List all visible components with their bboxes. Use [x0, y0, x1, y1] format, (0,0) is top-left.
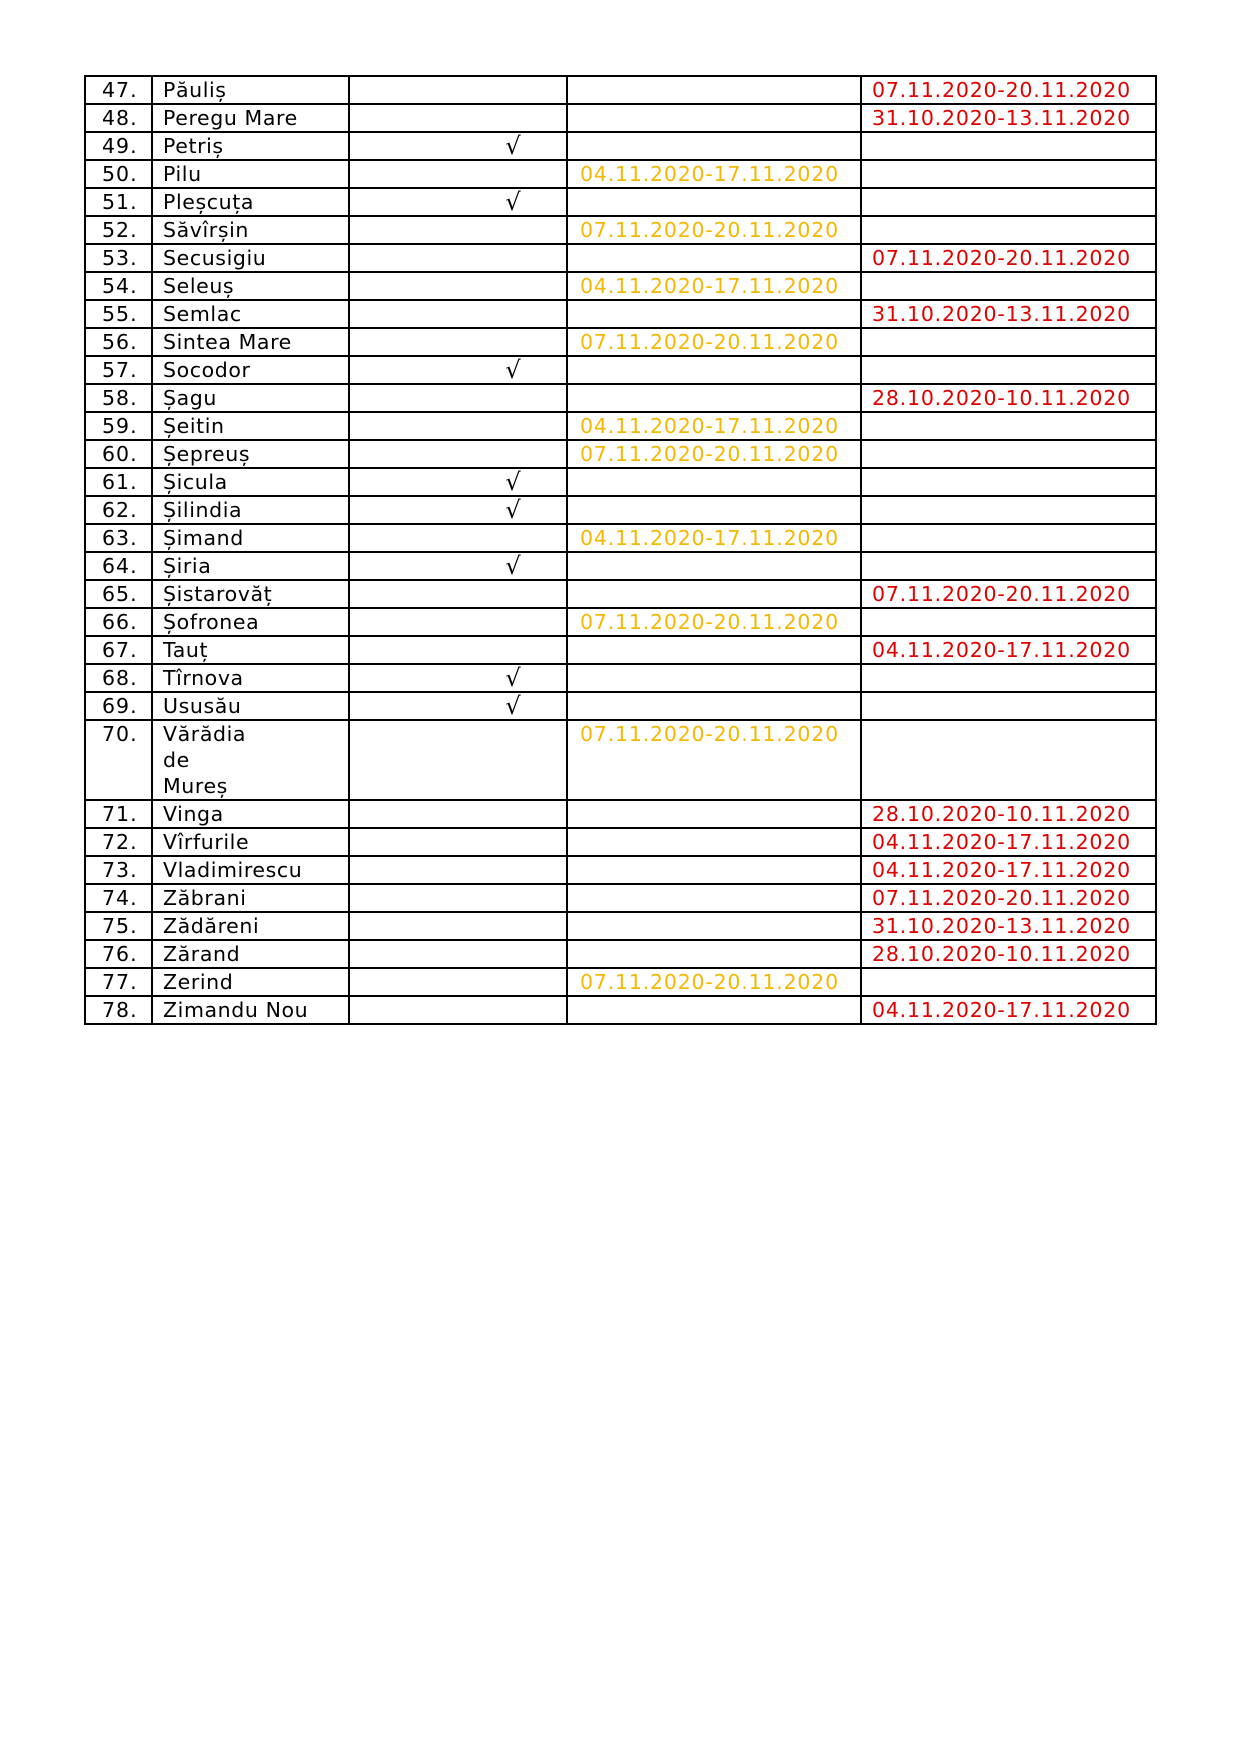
yellow-scenario-period: 07.11.2020-20.11.2020 — [567, 720, 861, 800]
red-scenario-period: 28.10.2020-10.11.2020 — [861, 384, 1156, 412]
yellow-scenario-period — [567, 104, 861, 132]
table-row — [85, 828, 1156, 856]
row-number: 71. — [85, 800, 152, 828]
red-scenario-period: 04.11.2020-17.11.2020 — [861, 636, 1156, 664]
locality-table — [84, 75, 1157, 1025]
row-number: 61. — [85, 468, 152, 496]
red-scenario-period — [861, 160, 1156, 188]
locality-name: Șicula — [152, 468, 349, 496]
red-scenario-period: 07.11.2020-20.11.2020 — [861, 580, 1156, 608]
check-mark — [349, 160, 567, 188]
locality-name: Șimand — [152, 524, 349, 552]
red-scenario-period — [861, 720, 1156, 800]
yellow-scenario-period — [567, 552, 861, 580]
yellow-scenario-period: 04.11.2020-17.11.2020 — [567, 412, 861, 440]
check-mark — [349, 828, 567, 856]
locality-name: Socodor — [152, 356, 349, 384]
check-mark — [349, 524, 567, 552]
check-mark: √ — [349, 468, 567, 496]
table-row — [85, 104, 1156, 132]
table-row — [85, 940, 1156, 968]
locality-name: Săvîrșin — [152, 216, 349, 244]
locality-name: Sintea Mare — [152, 328, 349, 356]
row-number: 75. — [85, 912, 152, 940]
locality-name: Ususău — [152, 692, 349, 720]
yellow-scenario-period — [567, 384, 861, 412]
row-number: 72. — [85, 828, 152, 856]
table-row — [85, 160, 1156, 188]
locality-name: Zimandu Nou — [152, 996, 349, 1024]
red-scenario-period — [861, 440, 1156, 468]
table-row — [85, 496, 1156, 524]
table-row — [85, 856, 1156, 884]
check-mark — [349, 412, 567, 440]
table-row — [85, 356, 1156, 384]
red-scenario-period — [861, 356, 1156, 384]
yellow-scenario-period — [567, 580, 861, 608]
yellow-scenario-period: 07.11.2020-20.11.2020 — [567, 328, 861, 356]
row-number: 63. — [85, 524, 152, 552]
locality-name: Petriș — [152, 132, 349, 160]
red-scenario-period: 07.11.2020-20.11.2020 — [861, 244, 1156, 272]
row-number: 53. — [85, 244, 152, 272]
check-mark — [349, 636, 567, 664]
locality-name: Șilindia — [152, 496, 349, 524]
yellow-scenario-period — [567, 188, 861, 216]
red-scenario-period — [861, 524, 1156, 552]
red-scenario-period: 28.10.2020-10.11.2020 — [861, 800, 1156, 828]
row-number: 50. — [85, 160, 152, 188]
locality-name: Vladimirescu — [152, 856, 349, 884]
table-row — [85, 244, 1156, 272]
table-row — [85, 720, 1156, 800]
row-number: 73. — [85, 856, 152, 884]
yellow-scenario-period — [567, 356, 861, 384]
check-mark — [349, 300, 567, 328]
red-scenario-period — [861, 664, 1156, 692]
table-row — [85, 800, 1156, 828]
red-scenario-period: 28.10.2020-10.11.2020 — [861, 940, 1156, 968]
locality-name: Șiria — [152, 552, 349, 580]
table-row — [85, 272, 1156, 300]
table-body — [85, 76, 1156, 1024]
red-scenario-period — [861, 132, 1156, 160]
red-scenario-period: 31.10.2020-13.11.2020 — [861, 104, 1156, 132]
yellow-scenario-period — [567, 468, 861, 496]
yellow-scenario-period: 07.11.2020-20.11.2020 — [567, 440, 861, 468]
check-mark — [349, 720, 567, 800]
table-row — [85, 300, 1156, 328]
row-number: 58. — [85, 384, 152, 412]
locality-name: Zădăreni — [152, 912, 349, 940]
table-row — [85, 412, 1156, 440]
row-number: 49. — [85, 132, 152, 160]
check-mark — [349, 244, 567, 272]
yellow-scenario-period — [567, 912, 861, 940]
row-number: 64. — [85, 552, 152, 580]
row-number: 48. — [85, 104, 152, 132]
check-mark — [349, 272, 567, 300]
check-mark: √ — [349, 132, 567, 160]
table-row — [85, 468, 1156, 496]
row-number: 52. — [85, 216, 152, 244]
row-number: 67. — [85, 636, 152, 664]
row-number: 66. — [85, 608, 152, 636]
table-row — [85, 188, 1156, 216]
check-mark — [349, 328, 567, 356]
row-number: 57. — [85, 356, 152, 384]
check-mark: √ — [349, 188, 567, 216]
table-row — [85, 552, 1156, 580]
check-mark: √ — [349, 552, 567, 580]
locality-name: Șepreuș — [152, 440, 349, 468]
red-scenario-period: 04.11.2020-17.11.2020 — [861, 996, 1156, 1024]
check-mark — [349, 216, 567, 244]
table-row — [85, 384, 1156, 412]
red-scenario-period — [861, 552, 1156, 580]
row-number: 70. — [85, 720, 152, 800]
locality-name: Zerind — [152, 968, 349, 996]
yellow-scenario-period: 04.11.2020-17.11.2020 — [567, 272, 861, 300]
table-row — [85, 132, 1156, 160]
yellow-scenario-period — [567, 132, 861, 160]
check-mark — [349, 996, 567, 1024]
yellow-scenario-period — [567, 496, 861, 524]
red-scenario-period — [861, 608, 1156, 636]
yellow-scenario-period — [567, 300, 861, 328]
row-number: 51. — [85, 188, 152, 216]
row-number: 62. — [85, 496, 152, 524]
locality-name: Pilu — [152, 160, 349, 188]
row-number: 59. — [85, 412, 152, 440]
locality-name: Peregu Mare — [152, 104, 349, 132]
row-number: 47. — [85, 76, 152, 104]
table-row — [85, 884, 1156, 912]
check-mark: √ — [349, 356, 567, 384]
yellow-scenario-period — [567, 636, 861, 664]
red-scenario-period — [861, 272, 1156, 300]
row-number: 76. — [85, 940, 152, 968]
red-scenario-period — [861, 692, 1156, 720]
red-scenario-period: 04.11.2020-17.11.2020 — [861, 856, 1156, 884]
check-mark — [349, 384, 567, 412]
red-scenario-period: 04.11.2020-17.11.2020 — [861, 828, 1156, 856]
check-mark — [349, 856, 567, 884]
yellow-scenario-period — [567, 76, 861, 104]
red-scenario-period — [861, 328, 1156, 356]
table-row — [85, 912, 1156, 940]
table-row — [85, 76, 1156, 104]
locality-name: Șagu — [152, 384, 349, 412]
table-row — [85, 440, 1156, 468]
row-number: 69. — [85, 692, 152, 720]
locality-name: Secusigiu — [152, 244, 349, 272]
yellow-scenario-period: 07.11.2020-20.11.2020 — [567, 216, 861, 244]
yellow-scenario-period: 04.11.2020-17.11.2020 — [567, 160, 861, 188]
locality-name: Seleuș — [152, 272, 349, 300]
table-row — [85, 968, 1156, 996]
red-scenario-period: 31.10.2020-13.11.2020 — [861, 912, 1156, 940]
table-row — [85, 996, 1156, 1024]
locality-name: Semlac — [152, 300, 349, 328]
yellow-scenario-period: 07.11.2020-20.11.2020 — [567, 968, 861, 996]
row-number: 65. — [85, 580, 152, 608]
check-mark — [349, 76, 567, 104]
locality-name: Pleșcuța — [152, 188, 349, 216]
row-number: 60. — [85, 440, 152, 468]
table-row — [85, 524, 1156, 552]
red-scenario-period — [861, 468, 1156, 496]
table-row — [85, 328, 1156, 356]
yellow-scenario-period: 04.11.2020-17.11.2020 — [567, 524, 861, 552]
yellow-scenario-period — [567, 692, 861, 720]
row-number: 55. — [85, 300, 152, 328]
red-scenario-period — [861, 216, 1156, 244]
table-row — [85, 692, 1156, 720]
row-number: 78. — [85, 996, 152, 1024]
yellow-scenario-period: 07.11.2020-20.11.2020 — [567, 608, 861, 636]
check-mark — [349, 884, 567, 912]
yellow-scenario-period — [567, 664, 861, 692]
yellow-scenario-period — [567, 828, 861, 856]
check-mark: √ — [349, 664, 567, 692]
locality-name: Tîrnova — [152, 664, 349, 692]
locality-name: Zărand — [152, 940, 349, 968]
red-scenario-period: 31.10.2020-13.11.2020 — [861, 300, 1156, 328]
row-number: 56. — [85, 328, 152, 356]
yellow-scenario-period — [567, 996, 861, 1024]
locality-name: Vărădia de Mureș — [152, 720, 349, 800]
locality-name: Șistarovăț — [152, 580, 349, 608]
red-scenario-period — [861, 968, 1156, 996]
red-scenario-period — [861, 412, 1156, 440]
check-mark — [349, 968, 567, 996]
red-scenario-period — [861, 188, 1156, 216]
locality-name: Tauț — [152, 636, 349, 664]
locality-name: Vinga — [152, 800, 349, 828]
red-scenario-period: 07.11.2020-20.11.2020 — [861, 884, 1156, 912]
check-mark — [349, 580, 567, 608]
yellow-scenario-period — [567, 800, 861, 828]
row-number: 68. — [85, 664, 152, 692]
check-mark — [349, 104, 567, 132]
check-mark — [349, 800, 567, 828]
table-row — [85, 216, 1156, 244]
red-scenario-period: 07.11.2020-20.11.2020 — [861, 76, 1156, 104]
row-number: 74. — [85, 884, 152, 912]
check-mark — [349, 940, 567, 968]
row-number: 54. — [85, 272, 152, 300]
locality-name: Zăbrani — [152, 884, 349, 912]
locality-name: Șofronea — [152, 608, 349, 636]
check-mark — [349, 608, 567, 636]
locality-name: Păuliș — [152, 76, 349, 104]
check-mark: √ — [349, 496, 567, 524]
table-row — [85, 664, 1156, 692]
check-mark — [349, 440, 567, 468]
red-scenario-period — [861, 496, 1156, 524]
locality-name: Vîrfurile — [152, 828, 349, 856]
table-row — [85, 636, 1156, 664]
row-number: 77. — [85, 968, 152, 996]
table-row — [85, 608, 1156, 636]
check-mark: √ — [349, 692, 567, 720]
locality-name: Șeitin — [152, 412, 349, 440]
yellow-scenario-period — [567, 940, 861, 968]
yellow-scenario-period — [567, 884, 861, 912]
check-mark — [349, 912, 567, 940]
yellow-scenario-period — [567, 244, 861, 272]
table-row — [85, 580, 1156, 608]
yellow-scenario-period — [567, 856, 861, 884]
